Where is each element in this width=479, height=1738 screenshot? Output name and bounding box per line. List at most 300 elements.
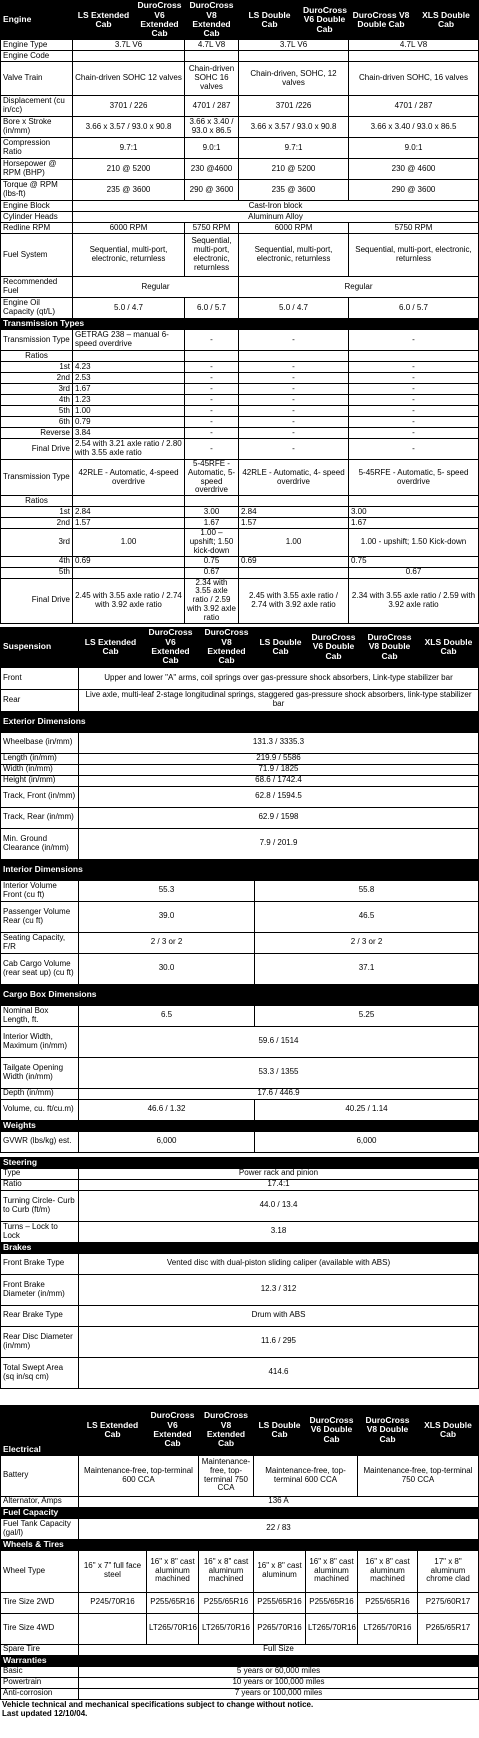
col-ls-dbl: LS Double Cab: [255, 627, 307, 667]
cell: 30.0: [79, 953, 255, 984]
cell: 3701 / 226: [73, 96, 185, 117]
row-label: Rear: [1, 689, 79, 711]
cell: 2.54 with 3.21 axle ratio / 2.80 with 3.55 axle ratio: [73, 439, 185, 460]
cell: -: [185, 417, 239, 428]
cell: 0.67: [185, 567, 239, 578]
cell: 16" x 8" cast aluminum machined: [199, 1550, 254, 1592]
row-label: Tire Size 2WD: [1, 1592, 79, 1613]
table-row: [1, 1518, 479, 1539]
table-row: [1, 460, 479, 496]
cell: 1.00: [239, 529, 349, 556]
cell: 22 / 83: [79, 1518, 479, 1539]
table-row: [1, 578, 479, 623]
row-label: Height (in/mm): [1, 775, 79, 786]
col-ls-dbl: LS Double Cab: [254, 1405, 306, 1455]
gear-label: 4th: [1, 395, 73, 406]
brakes-title: Brakes: [1, 1242, 479, 1253]
interior-title: Interior Dimensions: [1, 859, 479, 880]
section-header-row: [1, 1120, 479, 1131]
cell: -: [349, 330, 479, 351]
gear-label: 1st: [1, 507, 73, 518]
row-label: Valve Train: [1, 62, 73, 96]
cell: -: [239, 384, 349, 395]
cell: -: [239, 373, 349, 384]
row-label: Min. Ground Clearance (in/mm): [1, 828, 79, 859]
col-v8-ext: DuroCross V8 Extended Cab: [199, 1405, 254, 1455]
row-label: Basic: [1, 1666, 79, 1677]
cell: 230 @ 4600: [349, 159, 479, 180]
row-label: Interior Width, Maximum (in/mm): [1, 1026, 79, 1057]
table-row: [1, 1168, 479, 1179]
cell: -: [349, 373, 479, 384]
table-row: [1, 138, 479, 159]
row-label: Engine Block: [1, 201, 73, 212]
cell: 17.4:1: [79, 1179, 479, 1190]
table-row: [1, 518, 479, 529]
row-label: Total Swept Area (sq in/sq cm): [1, 1357, 79, 1388]
cell: P255/65R16: [254, 1592, 306, 1613]
col-ls-ext: LS Extended Cab: [79, 1405, 147, 1455]
cell: 2.34 with 3.55 axle ratio / 2.59 with 3.92 axle ratio: [349, 578, 479, 623]
row-label: Recommended Fuel: [1, 277, 73, 298]
row-label: Length (in/mm): [1, 753, 79, 764]
cell: [79, 1613, 147, 1644]
cell: [185, 496, 239, 507]
row-label: Ratio: [1, 1179, 79, 1190]
gear-label: 5th: [1, 567, 73, 578]
gear-label: 5th: [1, 406, 73, 417]
col-v6-ext: DuroCross V6 Extended Cab: [143, 627, 199, 667]
cell: 4.7L V8: [349, 40, 479, 51]
cell: Vented disc with dual-piston sliding caliper (available with ABS): [79, 1253, 479, 1274]
cell: 235 @ 3600: [239, 180, 349, 201]
cell: 5.25: [255, 1005, 479, 1026]
cell: 210 @ 5200: [239, 159, 349, 180]
cell: 59.6 / 1514: [79, 1026, 479, 1057]
table-row: [1, 880, 479, 901]
row-label: Horsepower @ RPM (BHP): [1, 159, 73, 180]
col-v8-ext: DuroCross V8 Extended Cab: [185, 1, 239, 40]
cell: 6000 RPM: [239, 223, 349, 234]
cell: 2.34 with 3.55 axle ratio / 2.59 with 3.92 axle ratio: [185, 578, 239, 623]
cell: 6000 RPM: [73, 223, 185, 234]
cell: [239, 351, 349, 362]
row-label: Engine Oil Capacity (qt/L): [1, 298, 73, 319]
table-row: [1, 953, 479, 984]
cell: [73, 567, 185, 578]
row-label: Bore x Stroke (in/mm): [1, 117, 73, 138]
cell: 16" x 8" cast aluminum machined: [306, 1550, 358, 1592]
table-row: [1, 556, 479, 567]
cell: 136 A: [79, 1496, 479, 1507]
cell: Sequential, multi-port, electronic, returnless: [73, 234, 185, 277]
cell: -: [239, 406, 349, 417]
cell: Drum with ABS: [79, 1305, 479, 1326]
row-label: Redline RPM: [1, 223, 73, 234]
cell: [185, 51, 239, 62]
cell: 55.8: [255, 880, 479, 901]
col-xls-dbl: XLS Double Cab: [414, 1, 479, 40]
cell: Full Size: [79, 1644, 479, 1655]
cell: 62.9 / 1598: [79, 807, 479, 828]
row-label: Battery: [1, 1455, 79, 1496]
cell: -: [185, 406, 239, 417]
cell: 3.66 x 3.40 / 93.0 x 86.5: [185, 117, 239, 138]
row-label: Nominal Box Length, ft.: [1, 1005, 79, 1026]
row-label: Ratios: [1, 351, 73, 362]
cell: 219.9 / 5586: [79, 753, 479, 764]
cell: 0.67: [349, 567, 479, 578]
cell: 230 @4600: [185, 159, 239, 180]
cell: -: [239, 362, 349, 373]
cell: 210 @ 5200: [73, 159, 185, 180]
table-row: [1, 529, 479, 556]
cell: Maintenance-free, top-terminal 750 CCA: [358, 1455, 479, 1496]
row-label: Turns – Lock to Lock: [1, 1221, 79, 1242]
table-row: [1, 507, 479, 518]
cell: 5-45RFE - Automatic, 5- speed overdrive: [185, 460, 239, 496]
last-updated: Last updated 12/10/04.: [2, 1709, 88, 1719]
cell: -: [349, 384, 479, 395]
row-label: Front Brake Type: [1, 1253, 79, 1274]
cell: Sequential, multi-port, electronic, returnless: [349, 234, 479, 277]
row-label: Seating Capacity, F/R: [1, 932, 79, 953]
cell: 1.00 - upshift; 1.50 Kick-down: [349, 529, 479, 556]
table-row: [1, 373, 479, 384]
engine-header-row: [1, 1, 479, 40]
cell: 2 / 3 or 2: [79, 932, 255, 953]
cell: [239, 51, 349, 62]
cell: 131.3 / 3335.3: [79, 732, 479, 753]
row-label: Front: [1, 667, 79, 689]
cell: Upper and lower "A" arms, coil springs over gas-pressure shock absorbers, Link-type stabilizer bar: [79, 667, 479, 689]
row-label: Fuel Tank Capacity (gal/l): [1, 1518, 79, 1539]
cell: 0.75: [185, 556, 239, 567]
table-row: [1, 932, 479, 953]
cell: -: [185, 439, 239, 460]
table-row: [1, 775, 479, 786]
cell: 3.84: [73, 428, 185, 439]
cell: 42RLE - Automatic, 4- speed overdrive: [239, 460, 349, 496]
table-row: [1, 1131, 479, 1152]
section-header-row: [1, 859, 479, 880]
cell: Chain-driven SOHC 12 valves: [73, 62, 185, 96]
table-row: [1, 1221, 479, 1242]
cell: 3701 /226: [239, 96, 349, 117]
cell: 46.6 / 1.32: [79, 1099, 255, 1120]
gear-label: 3rd: [1, 384, 73, 395]
cell: -: [239, 330, 349, 351]
suspension-header: Suspension: [1, 627, 79, 667]
row-label: Cylinder Heads: [1, 212, 73, 223]
table-row: [1, 180, 479, 201]
cell: 62.8 / 1594.5: [79, 786, 479, 807]
col-v6-ext: DuroCross V6 Extended Cab: [135, 1, 185, 40]
row-label: GVWR (lbs/kg) est.: [1, 1131, 79, 1152]
table-row: [1, 732, 479, 753]
section-header-row: [1, 1157, 479, 1168]
cell: 3.00: [185, 507, 239, 518]
cell: 1.00 – upshift; 1.50 kick-down: [185, 529, 239, 556]
row-label: Spare Tire: [1, 1644, 79, 1655]
cell: 10 years or 100,000 miles: [79, 1677, 479, 1688]
col-xls-dbl: XLS Double Cab: [418, 1405, 479, 1455]
cell: [349, 496, 479, 507]
cell: Chain-driven SOHC, 16 valves: [349, 62, 479, 96]
cell: 9.7:1: [73, 138, 185, 159]
table-row: [1, 62, 479, 96]
cell: 1.00: [73, 529, 185, 556]
cell: 6.0 / 5.7: [185, 298, 239, 319]
row-label: Torque @ RPM (lbs-ft): [1, 180, 73, 201]
gear-label: 6th: [1, 417, 73, 428]
section-header-row: [1, 711, 479, 732]
cell: 3.18: [79, 1221, 479, 1242]
cell: [239, 567, 349, 578]
row-label: Type: [1, 1168, 79, 1179]
col-v8-dbl: DuroCross V8 Double Cab: [349, 1, 414, 40]
cell: 0.79: [73, 417, 185, 428]
cell: 414.6: [79, 1357, 479, 1388]
cell: [185, 351, 239, 362]
cell: -: [185, 384, 239, 395]
cell: 4701 / 287: [349, 96, 479, 117]
table-row: [1, 117, 479, 138]
cell: 17" x 8" aluminum chrome clad: [418, 1550, 479, 1592]
row-label: Engine Code: [1, 51, 73, 62]
gear-label: 4th: [1, 556, 73, 567]
cell: 68.6 / 1742.4: [79, 775, 479, 786]
footer-note: Vehicle technical and mechanical specifications subject to change without notice.: [2, 1699, 314, 1709]
row-label: Engine Type: [1, 40, 73, 51]
cell: 1.57: [239, 518, 349, 529]
wheels-title: Wheels & Tires: [1, 1539, 479, 1550]
cell: -: [349, 417, 479, 428]
cell: 2 / 3 or 2: [255, 932, 479, 953]
cell: 5.0 / 4.7: [73, 298, 185, 319]
cell: LT265/70R16: [199, 1613, 254, 1644]
weights-title: Weights: [1, 1120, 479, 1131]
suspension-header-row: [1, 627, 479, 667]
cell: 44.0 / 13.4: [79, 1190, 479, 1221]
cell: 5750 RPM: [349, 223, 479, 234]
table-row: [1, 277, 479, 298]
suspension-table: [0, 627, 479, 1153]
cell: Regular: [73, 277, 239, 298]
cargo-title: Cargo Box Dimensions: [1, 984, 479, 1005]
cell: Chain-driven, SOHC, 12 valves: [239, 62, 349, 96]
row-label: Passenger Volume Rear (cu ft): [1, 901, 79, 932]
cell: 9.7:1: [239, 138, 349, 159]
table-row: [1, 51, 479, 62]
table-row: [1, 1496, 479, 1507]
cell: P275/60R17: [418, 1592, 479, 1613]
row-label: Displacement (cu in/cc): [1, 96, 73, 117]
cell: 1.67: [349, 518, 479, 529]
cell: -: [185, 330, 239, 351]
cell: 12.3 / 312: [79, 1274, 479, 1305]
cell: LT265/70R16: [147, 1613, 199, 1644]
table-row: [1, 753, 479, 764]
cell: 6,000: [255, 1131, 479, 1152]
cell: -: [185, 373, 239, 384]
cell: P255/65R16: [358, 1592, 418, 1613]
row-label: Wheelbase (in/mm): [1, 732, 79, 753]
engine-header: Engine: [1, 1, 73, 40]
row-label: Powertrain: [1, 1677, 79, 1688]
table-row: [1, 406, 479, 417]
table-row: [1, 1026, 479, 1057]
cell: Aluminum Alloy: [73, 212, 479, 223]
cell: Maintenance-free, top-terminal 600 CCA: [254, 1455, 358, 1496]
table-row: [1, 330, 479, 351]
cell: 2.45 with 3.55 axle ratio / 2.74 with 3.92 axle ratio: [239, 578, 349, 623]
table-row: [1, 1326, 479, 1357]
cell: P265/70R16: [254, 1613, 306, 1644]
table-row: [1, 1550, 479, 1592]
col-v6-ext: DuroCross V6 Extended Cab: [147, 1405, 199, 1455]
cell: 5-45RFE - Automatic, 5- speed overdrive: [349, 460, 479, 496]
cell: 6.0 / 5.7: [349, 298, 479, 319]
cell: LT265/70R16: [306, 1613, 358, 1644]
row-label: Depth (in/mm): [1, 1088, 79, 1099]
table-row: [1, 223, 479, 234]
table-row: [1, 1179, 479, 1190]
row-label: Tire Size 4WD: [1, 1613, 79, 1644]
row-label: Final Drive: [1, 578, 73, 623]
cell: 3.66 x 3.57 / 93.0 x 90.8: [239, 117, 349, 138]
col-v6-dbl: DuroCross V6 Double Cab: [306, 1405, 358, 1455]
table-row: [1, 351, 479, 362]
col-v8-dbl: DuroCross V8 Double Cab: [358, 1405, 418, 1455]
cell: -: [185, 395, 239, 406]
gear-label: 2nd: [1, 518, 73, 529]
cell: 0.75: [349, 556, 479, 567]
row-label: Turning Circle- Curb to Curb (ft/m): [1, 1190, 79, 1221]
table-row: [1, 1644, 479, 1655]
cell: -: [239, 428, 349, 439]
cell: 2.84: [239, 507, 349, 518]
table-row: [1, 1088, 479, 1099]
table-row: [1, 786, 479, 807]
cell: 1.57: [73, 518, 185, 529]
table-row: [1, 828, 479, 859]
cell: [349, 351, 479, 362]
row-label: Compression Ratio: [1, 138, 73, 159]
col-v8-dbl: DuroCross V8 Double Cab: [361, 627, 419, 667]
cell: 7 years or 100,000 miles: [79, 1688, 479, 1699]
cell: 53.3 / 1355: [79, 1057, 479, 1088]
cell: -: [349, 439, 479, 460]
table-row: [1, 1666, 479, 1677]
table-row: [1, 1613, 479, 1644]
cell: 1.23: [73, 395, 185, 406]
cell: -: [349, 362, 479, 373]
cell: [73, 51, 185, 62]
row-label: Wheel Type: [1, 1550, 79, 1592]
col-ls-ext: LS Extended Cab: [79, 627, 143, 667]
cell: -: [349, 428, 479, 439]
cell: 16" x 8" cast aluminum machined: [147, 1550, 199, 1592]
row-label: Rear Brake Type: [1, 1305, 79, 1326]
row-label: Reverse: [1, 428, 73, 439]
cell: 9.0:1: [185, 138, 239, 159]
col-v6-dbl: DuroCross V6 Double Cab: [301, 1, 349, 40]
cell: 2.84: [73, 507, 185, 518]
col-ls-ext: LS Extended Cab: [73, 1, 135, 40]
table-row: [1, 764, 479, 775]
table-row: [1, 1357, 479, 1388]
row-label: Front Brake Diameter (in/mm): [1, 1274, 79, 1305]
row-label: Tailgate Opening Width (in/mm): [1, 1057, 79, 1088]
row-label: Alternator, Amps: [1, 1496, 79, 1507]
electrical-header-row: [1, 1405, 479, 1455]
row-label: Transmission Type: [1, 330, 73, 351]
warranties-title: Warranties: [1, 1655, 479, 1666]
table-row: [1, 417, 479, 428]
cell: [349, 51, 479, 62]
table-row: [1, 159, 479, 180]
cell: Maintenance-free, top-terminal 750 CCA: [199, 1455, 254, 1496]
row-label: Ratios: [1, 496, 73, 507]
cell: Regular: [239, 277, 479, 298]
cell: -: [239, 439, 349, 460]
col-ls-dbl: LS Double Cab: [239, 1, 301, 40]
cell: Chain-driven SOHC 16 valves: [185, 62, 239, 96]
table-row: [1, 1592, 479, 1613]
col-v6-dbl: DuroCross V6 Double Cab: [307, 627, 361, 667]
steering-brakes-table: [0, 1157, 479, 1389]
cell: -: [239, 395, 349, 406]
table-row: [1, 567, 479, 578]
cell: 55.3: [79, 880, 255, 901]
table-row: [1, 667, 479, 689]
row-label: Track, Rear (in/mm): [1, 807, 79, 828]
cell: 71.9 / 1825: [79, 764, 479, 775]
cell: 5 years or 60,000 miles: [79, 1666, 479, 1677]
table-row: [1, 201, 479, 212]
table-row: [1, 689, 479, 711]
cell: 6.5: [79, 1005, 255, 1026]
cell: 37.1: [255, 953, 479, 984]
cell: 3.00: [349, 507, 479, 518]
table-row: [1, 212, 479, 223]
cell: 4.7L V8: [185, 40, 239, 51]
table-row: [1, 1688, 479, 1699]
table-row: [1, 439, 479, 460]
cell: P245/70R16: [79, 1592, 147, 1613]
electrical-table: [0, 1405, 479, 1700]
row-label: Final Drive: [1, 439, 73, 460]
table-row: [1, 384, 479, 395]
section-header-row: [1, 1539, 479, 1550]
cell: 2.45 with 3.55 axle ratio / 2.74 with 3.92 axle ratio: [73, 578, 185, 623]
cell: 5.0 / 4.7: [239, 298, 349, 319]
table-row: [1, 1455, 479, 1496]
table-row: [1, 1305, 479, 1326]
section-header-row: [1, 1655, 479, 1666]
cell: 1.00: [73, 406, 185, 417]
cell: [73, 351, 185, 362]
row-label: Transmission Type: [1, 460, 73, 496]
table-row: [1, 395, 479, 406]
row-label: Rear Disc Diameter (in/mm): [1, 1326, 79, 1357]
cell: 16" x 8" cast aluminum machined: [358, 1550, 418, 1592]
electrical-header: Electrical: [1, 1405, 79, 1455]
cell: 3.66 x 3.40 / 93.0 x 86.5: [349, 117, 479, 138]
fuel-capacity-title: Fuel Capacity: [1, 1507, 479, 1518]
table-row: [1, 807, 479, 828]
